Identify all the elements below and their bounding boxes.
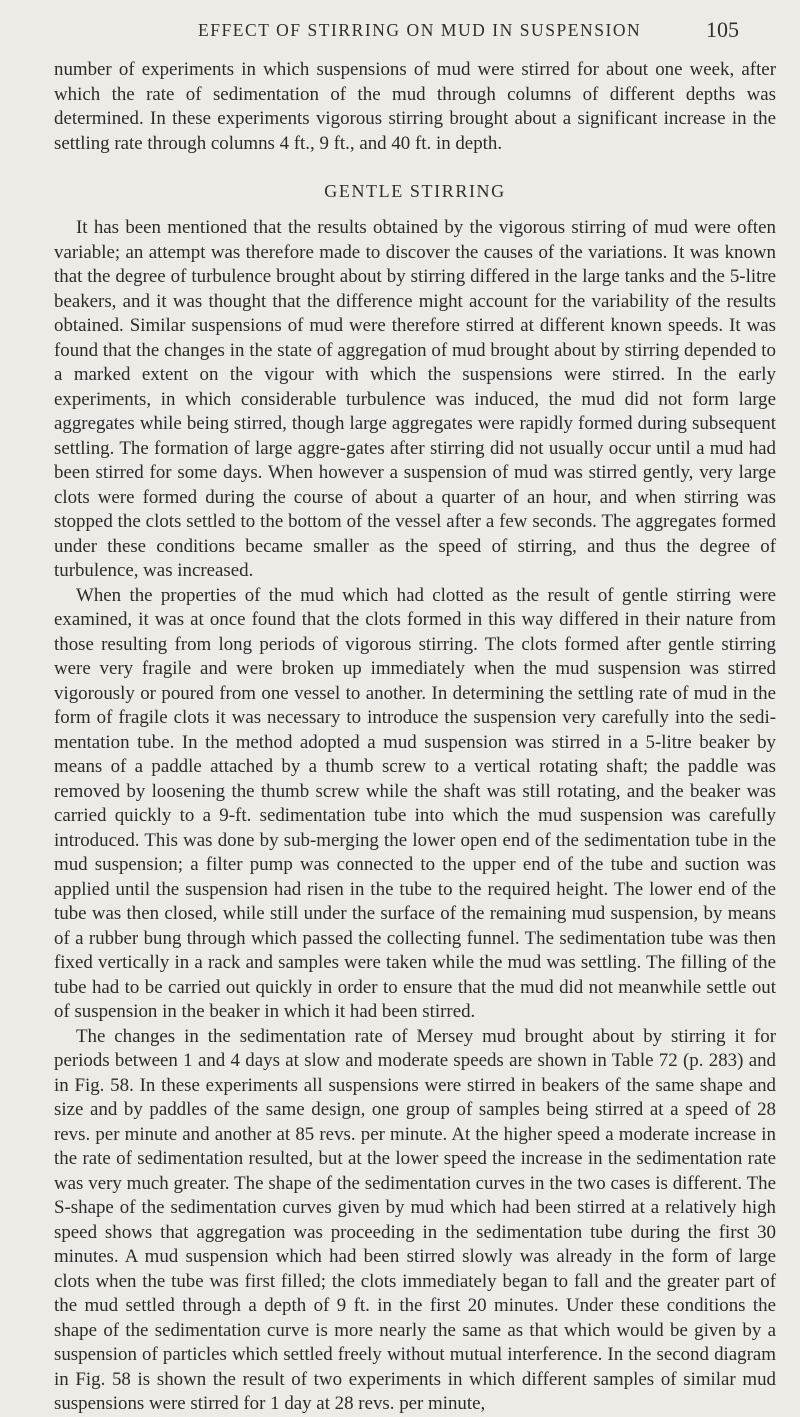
running-head: [0, 17, 800, 47]
section-heading: GENTLE STIRRING: [324, 181, 506, 201]
page-number: 105: [706, 17, 739, 42]
paragraph-sedimentation-changes: The changes in the sedimentation rate of Mersey mud brought about by stirring it for periods between 1 and 4 days at slow and moderate speeds are shown in Table 72 (p. 283) and in Fig. 58. In these experiments all suspensions were stirred in beakers of the same shape and size and by paddles of the same design, one group of samples being stirred at a speed of 28 revs. per minute and another at 85 revs. per minute. At the higher speed a moderate increase in the rate of sedimentation resulted, but at the lower speed the increase in the sedimentation rate was very much greater. The shape of the sedimentation curves in the two cases is different. The S-shape of the sedimentation curves given by mud which had been stirred at a relatively high speed shows that aggregation was proceeding in the sedimentation tube during the first 30 minutes. A mud suspension which had been stirred slowly was already in the form of large clots when the tube was first filled; the clots immediately began to fall and the greater part of the mud settled through a depth of 9 ft. in the first 20 minutes. Under these conditions the shape of the sedimentation curve is more nearly the same as that which would be given by a suspension of particles which settled freely without mutual interference. In the second diagram in Fig. 58 is shown the result of two experiments in which different samples of similar mud suspensions were stirred for 1 day at 28 revs. per minute,: [54, 1025, 776, 1414]
paragraph-variability: It has been mentioned that the results obtained by the vigorous stirring of mud were often variable; an attempt was therefore made to discover the causes of the variations. It was known that the degree of turbulence brought about by stirring differed in the large tanks and the 5-litre beakers, and it was thought that the difference might account for the variability of the results obtained. Similar suspensions of mud were therefore stirred at different known speeds. It was found that the changes in the state of aggregation of mud brought about by stirring depended to a marked extent on the vigour with which the suspensions were stirred. In the early experiments, in which considerable turbulence was induced, the mud did not form large aggregates while being stirred, though large aggregates were rapidly formed during subsequent settling. The formation of large aggre-gates after stirring did not usually occur until a mud had been stirred for some days. When however a suspension of mud was stirred gently, very large clots were formed during the course of about a quarter of an hour, and when stirring was stopped the clots settled to the bottom of the vessel after a few seconds. The aggregates formed under these conditions became smaller as the speed of stirring, and thus the degree of turbulence, was increased.: [54, 217, 776, 581]
body-text: [54, 58, 776, 1417]
running-title: EFFECT OF STIRRING ON MUD IN SUSPENSION: [198, 20, 642, 40]
paragraph-clot-properties: When the properties of the mud which had clotted as the result of gentle stirring were examined, it was at once found that the clots formed in this way differed in their nature from those resulting from long periods of vigorous stirring. The clots formed after gentle stirring were very fragile and were broken up immediately when the mud suspension was stirred vigorously or poured from one vessel to another. In determining the settling rate of mud in the form of fragile clots it was necessary to introduce the suspension very carefully into the sedi-mentation tube. In the method adopted a mud suspension was stirred in a 5-litre beaker by means of a paddle attached by a thumb screw to a vertical rotating shaft; the paddle was removed by loosening the thumb screw while the shaft was still rotating, and the beaker was carried quickly to a 9-ft. sedimentation tube into which the mud suspension was carefully introduced. This was done by sub-merging the lower open end of the sedimentation tube in the mud suspension; a filter pump was connected to the upper end of the tube and suction was applied until the suspension had risen in the tube to the required height. The lower end of the tube was then closed, while still under the surface of the remaining mud suspension, by means of a rubber bung through which passed the collecting funnel. The sedimentation tube was then fixed vertically in a rack and samples were taken while the mud was settling. The filling of the tube had to be carried out quickly in order to ensure that the mud did not meanwhile settle out of suspension in the beaker in which it had been stirred.: [54, 584, 776, 1022]
paragraph-continued: number of experiments in which suspensions of mud were stirred for about one week, after which the rate of sedimentation of the mud through columns of different depths was determined. In these experiments vigorous stirring brought about a significant increase in the settling rate through columns 4 ft., 9 ft., and 40 ft. in depth.: [54, 59, 776, 154]
